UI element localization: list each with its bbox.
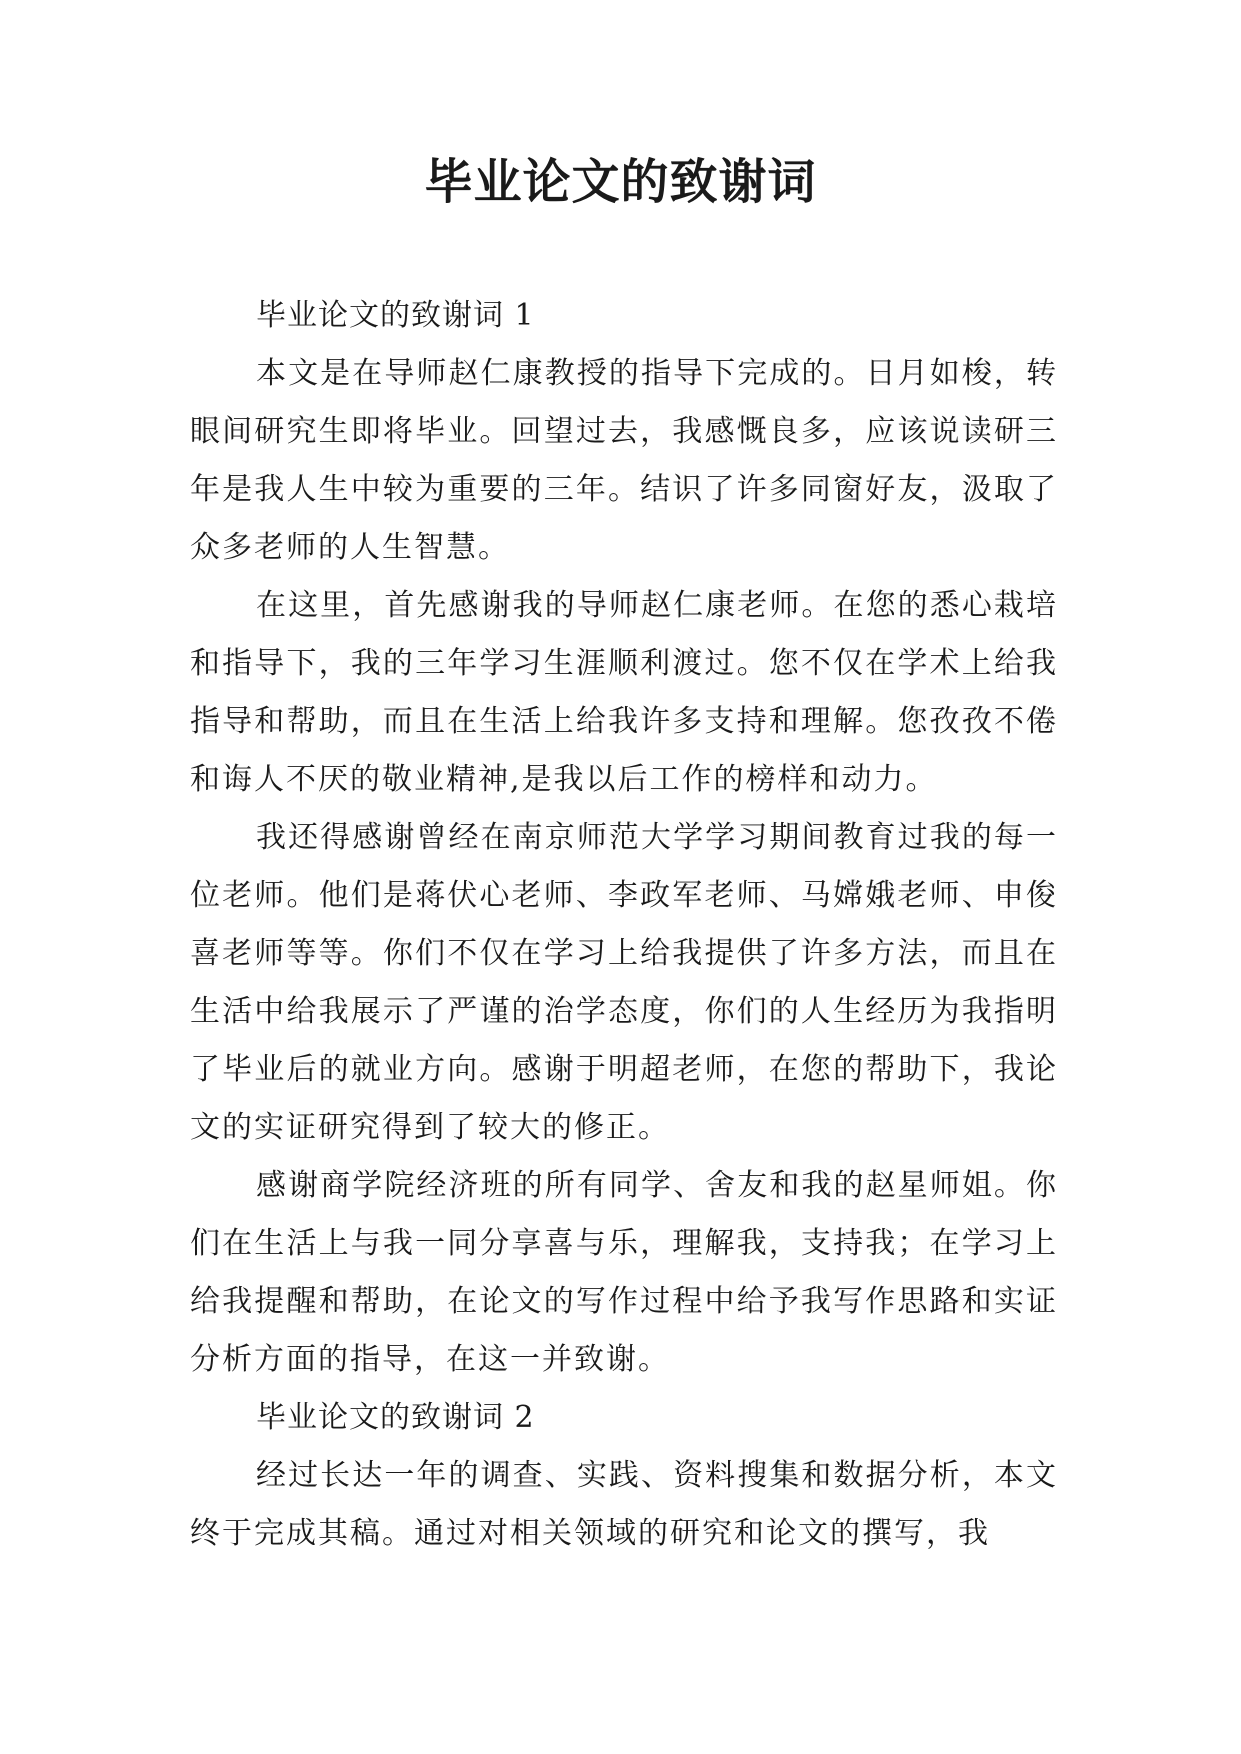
section-heading-1: 毕业论文的致谢词 1 xyxy=(256,298,535,333)
paragraph: 本文是在导师赵仁康教授的指导下完成的。日月如梭，转眼间研究生即将毕业。回望过去，我感慨良多，应该说读研三年是我人生中较为重要的三年。结识了许多同窗好友，汲取了众多老师的人生智慧。 xyxy=(190,356,1058,565)
paragraph: 在这里，首先感谢我的导师赵仁康老师。在您的悉心栽培和指导下，我的三年学习生涯顺利渡过。您不仅在学术上给我指导和帮助，而且在生活上给我许多支持和理解。您孜孜不倦和诲人不厌的敬业精神,是我以后工作的榜样和动力。 xyxy=(190,588,1058,797)
paragraph: 经过长达一年的调查、实践、资料搜集和数据分析，本文终于完成其稿。通过对相关领域的研究和论文的撰写，我 xyxy=(190,1458,1058,1551)
document-body xyxy=(190,287,1058,1563)
paragraph: 感谢商学院经济班的所有同学、舍友和我的赵星师姐。你们在生活上与我一同分享喜与乐，理解我，支持我；在学习上给我提醒和帮助，在论文的写作过程中给予我写作思路和实证分析方面的指导，在这一并致谢。 xyxy=(190,1168,1058,1377)
paragraph: 我还得感谢曾经在南京师范大学学习期间教育过我的每一位老师。他们是蒋伏心老师、李政军老师、马嫦娥老师、申俊喜老师等等。你们不仅在学习上给我提供了许多方法，而且在生活中给我展示了严谨的治学态度，你们的人生经历为我指明了毕业后的就业方向。感谢于明超老师，在您的帮助下，我论文的实证研究得到了较大的修正。 xyxy=(190,820,1058,1145)
document-title: 毕业论文的致谢词 xyxy=(424,154,817,210)
section-heading-2: 毕业论文的致谢词 2 xyxy=(256,1400,535,1435)
